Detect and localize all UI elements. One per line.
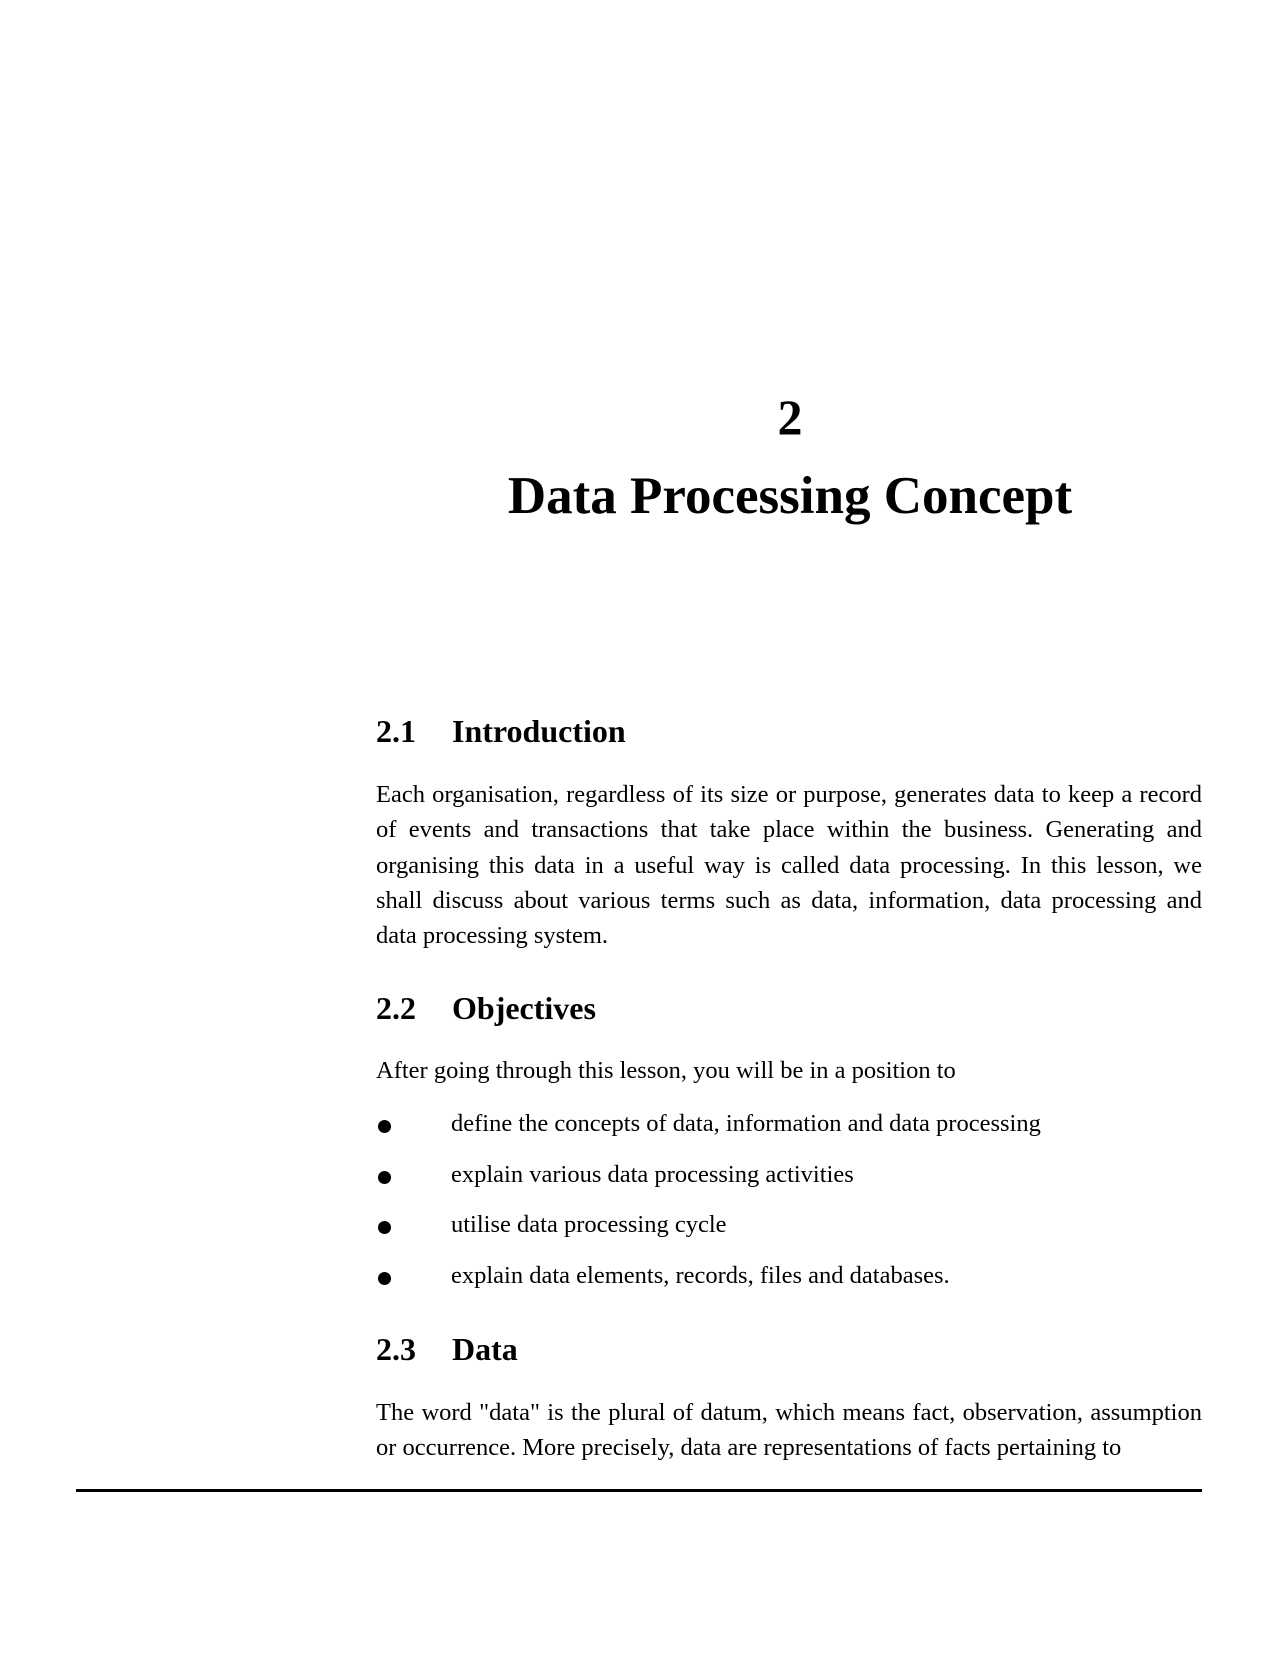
section-title: Introduction <box>452 713 626 749</box>
section-number: 2.2 <box>376 990 416 1026</box>
introduction-paragraph: Each organisation, regardless of its size or purpose, generates data to keep a record of events and transactions that take place within the business. Generating and organising this data in a useful way is called data processing. In this lesson, we shall discuss about various terms such as data, information, data processing and data processing system. <box>376 781 1202 950</box>
section-number: 2.1 <box>376 713 416 749</box>
section-heading-objectives <box>376 992 596 1024</box>
section-title: Objectives <box>452 990 596 1026</box>
section-number: 2.3 <box>376 1331 416 1367</box>
chapter-number: 2 <box>777 389 803 445</box>
bullet-icon <box>378 1171 391 1184</box>
bullet-icon <box>378 1221 391 1234</box>
bullet-icon <box>378 1120 391 1133</box>
objectives-intro: After going through this lesson, you will be in a position to <box>376 1057 956 1084</box>
list-item-text: define the concepts of data, information and data processing <box>451 1110 1041 1137</box>
list-item-text: explain various data processing activities <box>451 1161 854 1188</box>
list-item-text: utilise data processing cycle <box>451 1211 727 1238</box>
section-heading-introduction <box>376 715 626 747</box>
footer-rule <box>76 1489 1202 1492</box>
section-heading-data <box>376 1333 518 1365</box>
list-item-text: explain data elements, records, files and databases. <box>451 1262 950 1289</box>
bullet-icon <box>378 1272 391 1285</box>
data-paragraph: The word "data" is the plural of datum, which means fact, observation, assumption or occurrence. More precisely, data are representations of facts pertaining to <box>376 1399 1202 1462</box>
section-title: Data <box>452 1331 518 1367</box>
chapter-title: Data Processing Concept <box>507 467 1073 525</box>
